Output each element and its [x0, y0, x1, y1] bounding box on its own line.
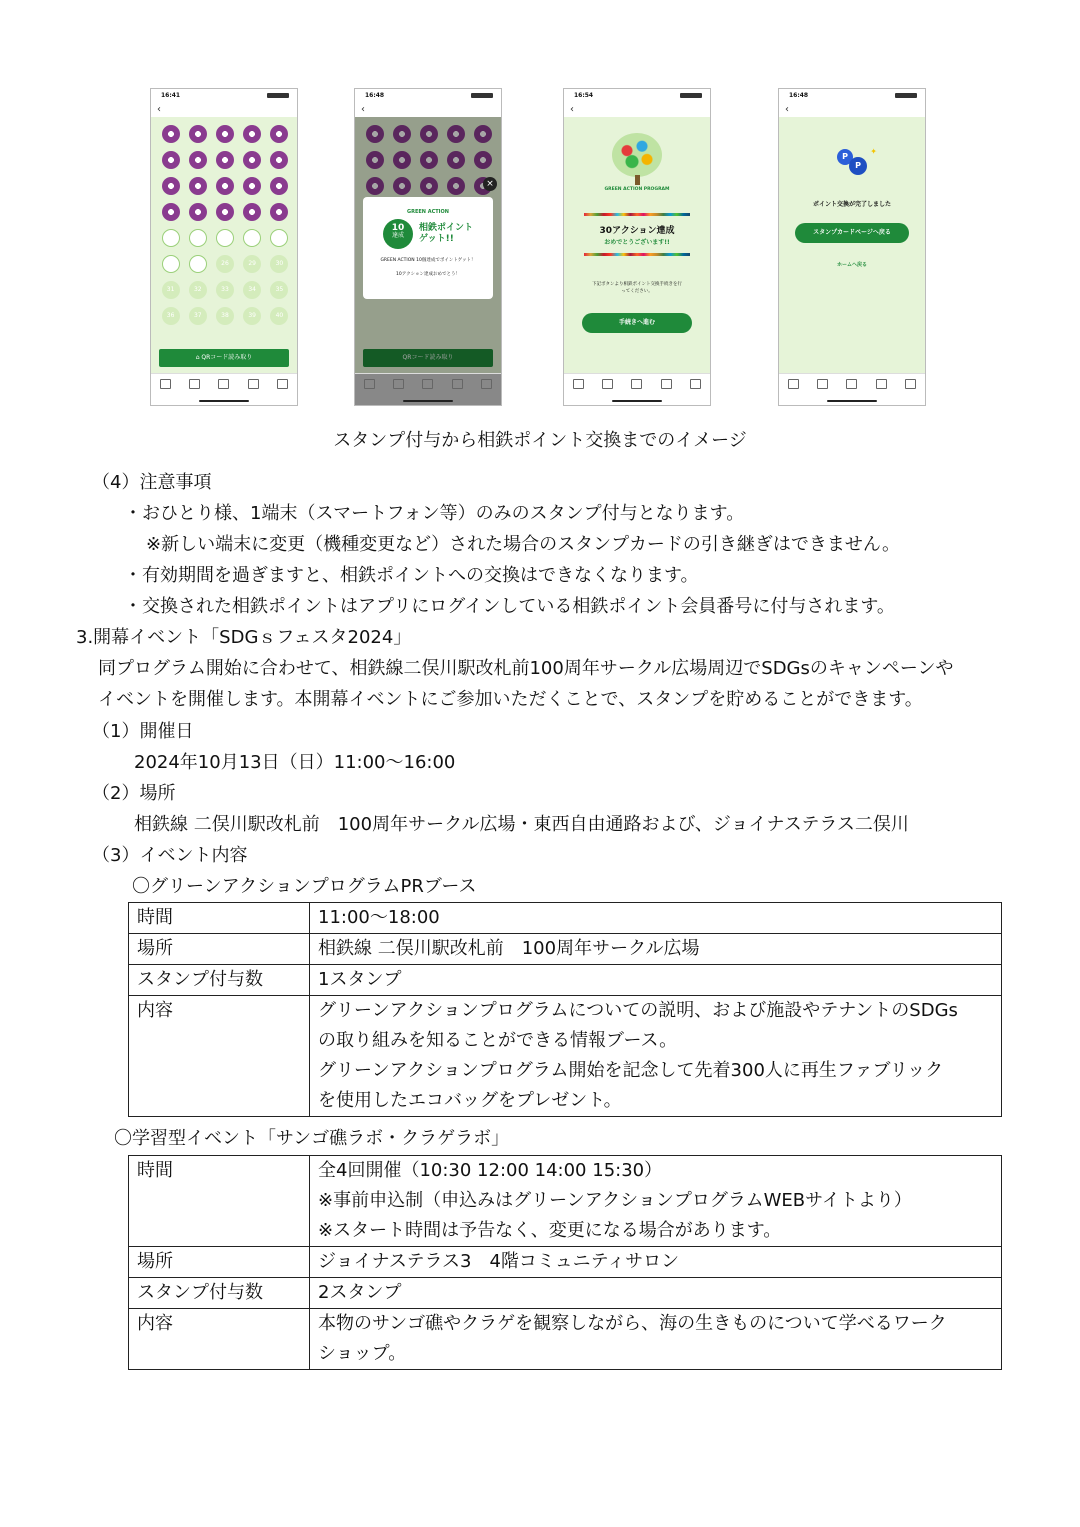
section-intro: 同プログラム開始に合わせて、相鉄線二俣川駅改札前100周年サークル広場周辺でSDGsのキャンペーンや — [98, 658, 954, 679]
tab-coupon[interactable] — [448, 379, 466, 391]
battery-icon — [680, 93, 702, 98]
stamp-empty: 31 — [162, 281, 180, 299]
table-row — [129, 965, 1002, 996]
tab-messages[interactable] — [186, 379, 204, 391]
battery-icon — [267, 93, 289, 98]
event-table — [128, 1155, 1002, 1370]
menu-icon — [690, 379, 701, 389]
rainbow-divider — [584, 213, 690, 216]
back-arrow-icon[interactable]: ‹ — [570, 104, 574, 115]
event-title: 〇グリーンアクションプログラムPRブース — [132, 876, 477, 897]
stamp-empty: 26 — [216, 255, 234, 273]
row-label: スタンプ付与数 — [129, 965, 310, 996]
status-time: 16:41 — [161, 92, 181, 99]
row-value: グリーンアクションプログラムについての説明、および施設やテナントのSDGs の取り組みを知ることができる情報ブース。 グリーンアクションプログラム開始を記念して先着300人に再生ファブリック を使用したエコバッグをプレゼント。 — [310, 996, 1002, 1117]
place-heading: （2）場所 — [92, 783, 176, 804]
status-bar — [151, 89, 297, 105]
stamp-collected — [243, 125, 261, 143]
row-label: 内容 — [129, 1309, 310, 1370]
row-label: 内容 — [129, 996, 310, 1117]
row-value: 相鉄線 二俣川駅改札前 100周年サークル広場 — [310, 934, 1002, 965]
figure-caption: スタンプ付与から相鉄ポイント交換までのイメージ — [333, 430, 747, 451]
stamp-collected — [189, 151, 207, 169]
back-to-stamp-card-button[interactable]: スタンプカードページへ戻る — [795, 223, 909, 243]
table-row — [129, 1309, 1002, 1370]
home-icon — [160, 379, 171, 389]
tree-logo-icon — [612, 133, 662, 177]
note-item: ・交換された相鉄ポイントはアプリにログインしている相鉄ポイント会員番号に付与されます。 — [124, 596, 895, 617]
achievement-description: 下記ボタンより相鉄ポイント交換手続きを行ってください。 — [592, 282, 682, 294]
card-icon — [846, 379, 857, 389]
menu-icon — [481, 379, 492, 389]
message-icon — [393, 379, 404, 389]
row-value: 本物のサンゴ礁やクラゲを観察しながら、海の生きものについて学べるワーク ショップ。 — [310, 1309, 1002, 1370]
row-label: 時間 — [129, 1156, 310, 1247]
stamp-empty: 34 — [243, 281, 261, 299]
row-label: 場所 — [129, 934, 310, 965]
status-time: 16:48 — [365, 92, 385, 99]
home-icon — [788, 379, 799, 389]
popup-title: 相鉄ポイント — [418, 223, 473, 233]
phone-achievement — [563, 88, 711, 406]
close-icon[interactable]: × — [483, 177, 497, 191]
row-label: 時間 — [129, 903, 310, 934]
content-heading: （3）イベント内容 — [92, 845, 248, 866]
tab-menu[interactable] — [901, 379, 919, 391]
row-value: 11:00～18:00 — [310, 903, 1002, 934]
tab-card[interactable] — [419, 379, 437, 391]
back-arrow-icon[interactable]: ‹ — [785, 104, 789, 115]
stamp-color — [243, 229, 261, 247]
stamp-empty: 36 — [162, 307, 180, 325]
home-indicator — [403, 400, 453, 402]
stamp-grid — [159, 125, 291, 325]
card-icon — [422, 379, 433, 389]
stamp-collected — [270, 151, 288, 169]
date-value: 2024年10月13日（日）11:00～16:00 — [134, 752, 456, 773]
stamp-collected — [162, 125, 180, 143]
stamp-color — [270, 229, 288, 247]
section-intro: イベントを開催します。本開幕イベントにご参加いただくことで、スタンプを貯めることができます。 — [98, 689, 923, 710]
table-row — [129, 1278, 1002, 1309]
tab-coupon[interactable] — [872, 379, 890, 391]
battery-icon — [895, 93, 917, 98]
stamp-collected — [216, 151, 234, 169]
tab-coupon[interactable] — [657, 379, 675, 391]
popup-title2: ゲット!! — [418, 234, 454, 244]
row-value: 2スタンプ — [310, 1278, 1002, 1309]
stamp-color — [162, 255, 180, 273]
coupon-icon — [248, 379, 259, 389]
stamp-empty: 38 — [216, 307, 234, 325]
status-bar — [779, 89, 925, 105]
card-icon — [218, 379, 229, 389]
menu-icon — [905, 379, 916, 389]
stamp-empty: 32 — [189, 281, 207, 299]
date-heading: （1）開催日 — [92, 721, 194, 742]
stamp-color — [189, 255, 207, 273]
stamp-collected — [270, 203, 288, 221]
status-bar — [564, 89, 710, 105]
stamp-collected — [243, 177, 261, 195]
home-link[interactable]: ホームへ戻る — [836, 262, 867, 268]
stamp-empty: 39 — [243, 307, 261, 325]
row-label: スタンプ付与数 — [129, 1278, 310, 1309]
coupon-icon — [661, 379, 672, 389]
table-row — [129, 1247, 1002, 1278]
back-arrow-icon[interactable]: ‹ — [157, 104, 161, 115]
stamp-collected — [270, 125, 288, 143]
tab-menu[interactable] — [273, 379, 291, 391]
event-title: 〇学習型イベント「サンゴ礁ラボ・クラゲラボ」 — [114, 1128, 510, 1149]
table-row — [129, 934, 1002, 965]
row-value: 1スタンプ — [310, 965, 1002, 996]
message-icon — [602, 379, 613, 389]
stamp-empty: 35 — [270, 281, 288, 299]
row-label: 場所 — [129, 1247, 310, 1278]
section-heading: 3.開幕イベント「SDGｓフェスタ2024」 — [76, 627, 412, 648]
tab-card[interactable] — [628, 379, 646, 391]
popup-sub: 10アクション達成おめでとう！ — [396, 272, 460, 277]
camera-icon: ⌂ — [195, 354, 202, 361]
event-table — [128, 902, 1002, 1117]
stamp-empty: 30 — [270, 255, 288, 273]
popup-logo: GREEN ACTION — [407, 209, 449, 215]
stamp-collected — [270, 177, 288, 195]
notes-heading: （4）注意事項 — [92, 472, 212, 493]
tab-home[interactable] — [785, 379, 803, 391]
stamp-collected — [243, 151, 261, 169]
stamp-collected — [216, 203, 234, 221]
stamp-collected — [189, 203, 207, 221]
message-icon — [817, 379, 828, 389]
tab-menu[interactable] — [686, 379, 704, 391]
tab-menu[interactable] — [477, 379, 495, 391]
home-icon — [573, 379, 584, 389]
note-item: ※新しい端末に変更（機種変更など）された場合のスタンプカードの引き継ぎはできません。 — [146, 534, 900, 555]
stamp-color — [189, 229, 207, 247]
tab-home[interactable] — [361, 379, 379, 391]
tab-card[interactable] — [215, 379, 233, 391]
coupon-icon — [876, 379, 887, 389]
table-row — [129, 903, 1002, 934]
status-bar — [355, 89, 501, 105]
card-icon — [631, 379, 642, 389]
stamp-collected — [216, 177, 234, 195]
stamp-collected — [162, 151, 180, 169]
stamp-collected — [243, 203, 261, 221]
stamp-empty: 40 — [270, 307, 288, 325]
row-value: 全4回開催（10:30 12:00 14:00 15:30） ※事前申込制（申込みはグリーンアクションプログラムWEBサイトより） ※スタート時間は予告なく、変更になる場合があります。 — [310, 1156, 1002, 1247]
message-icon — [189, 379, 200, 389]
phone-point-popup — [354, 88, 502, 406]
table-row — [129, 1156, 1002, 1247]
tab-coupon[interactable] — [244, 379, 262, 391]
tab-messages[interactable] — [814, 379, 832, 391]
program-logo-text: GREEN ACTION PROGRAM — [604, 187, 670, 192]
stamp-collected — [162, 177, 180, 195]
stamp-color — [162, 229, 180, 247]
tab-home[interactable] — [157, 379, 175, 391]
phone-exchange-complete — [778, 88, 926, 406]
stamp-color — [216, 229, 234, 247]
home-indicator — [827, 400, 877, 402]
stamp-empty: 33 — [216, 281, 234, 299]
back-arrow-icon[interactable]: ‹ — [361, 104, 365, 115]
home-indicator — [199, 400, 249, 402]
stamp-empty: 37 — [189, 307, 207, 325]
tab-card[interactable] — [843, 379, 861, 391]
coupon-icon — [452, 379, 463, 389]
achievement-sub: おめでとうございます!! — [604, 239, 670, 246]
home-indicator — [612, 400, 662, 402]
stamp-collected — [216, 125, 234, 143]
status-time: 16:48 — [789, 92, 809, 99]
proceed-button[interactable]: 手続きへ進む — [582, 313, 692, 333]
tab-home[interactable] — [570, 379, 588, 391]
tab-messages[interactable] — [390, 379, 408, 391]
popup-description: GREEN ACTION 10個達成でポイントゲット！ — [380, 258, 476, 263]
stamp-empty: 29 — [243, 255, 261, 273]
tab-messages[interactable] — [599, 379, 617, 391]
qr-scan-button[interactable]: ⌂ QRコード読み取り — [159, 349, 289, 367]
exchange-complete-message: ポイント交換が完了しました — [812, 201, 891, 208]
point-coins-icon: P P ✦ — [835, 147, 871, 177]
note-item: ・おひとり様、1端末（スマートフォン等）のみのスタンプ付与となります。 — [124, 503, 745, 524]
status-time: 16:54 — [574, 92, 594, 99]
table-row — [129, 996, 1002, 1117]
achievement-badge: 10 達成 — [383, 219, 413, 249]
row-value: ジョイナステラス3 4階コミュニティサロン — [310, 1247, 1002, 1278]
menu-icon — [277, 379, 288, 389]
stamp-collected — [162, 203, 180, 221]
place-value: 相鉄線 二俣川駅改札前 100周年サークル広場・東西自由通路および、ジョイナステラス二俣川 — [134, 814, 909, 835]
home-icon — [364, 379, 375, 389]
point-popup — [363, 179, 494, 299]
qr-scan-button[interactable]: QRコード読み取り — [363, 349, 493, 367]
note-item: ・有効期間を過ぎますと、相鉄ポイントへの交換はできなくなります。 — [124, 565, 699, 586]
stamp-collected — [189, 125, 207, 143]
achievement-title: 30アクション達成 — [599, 226, 675, 236]
battery-icon — [471, 93, 493, 98]
phone-stamp-card — [150, 88, 298, 406]
stamp-collected — [189, 177, 207, 195]
